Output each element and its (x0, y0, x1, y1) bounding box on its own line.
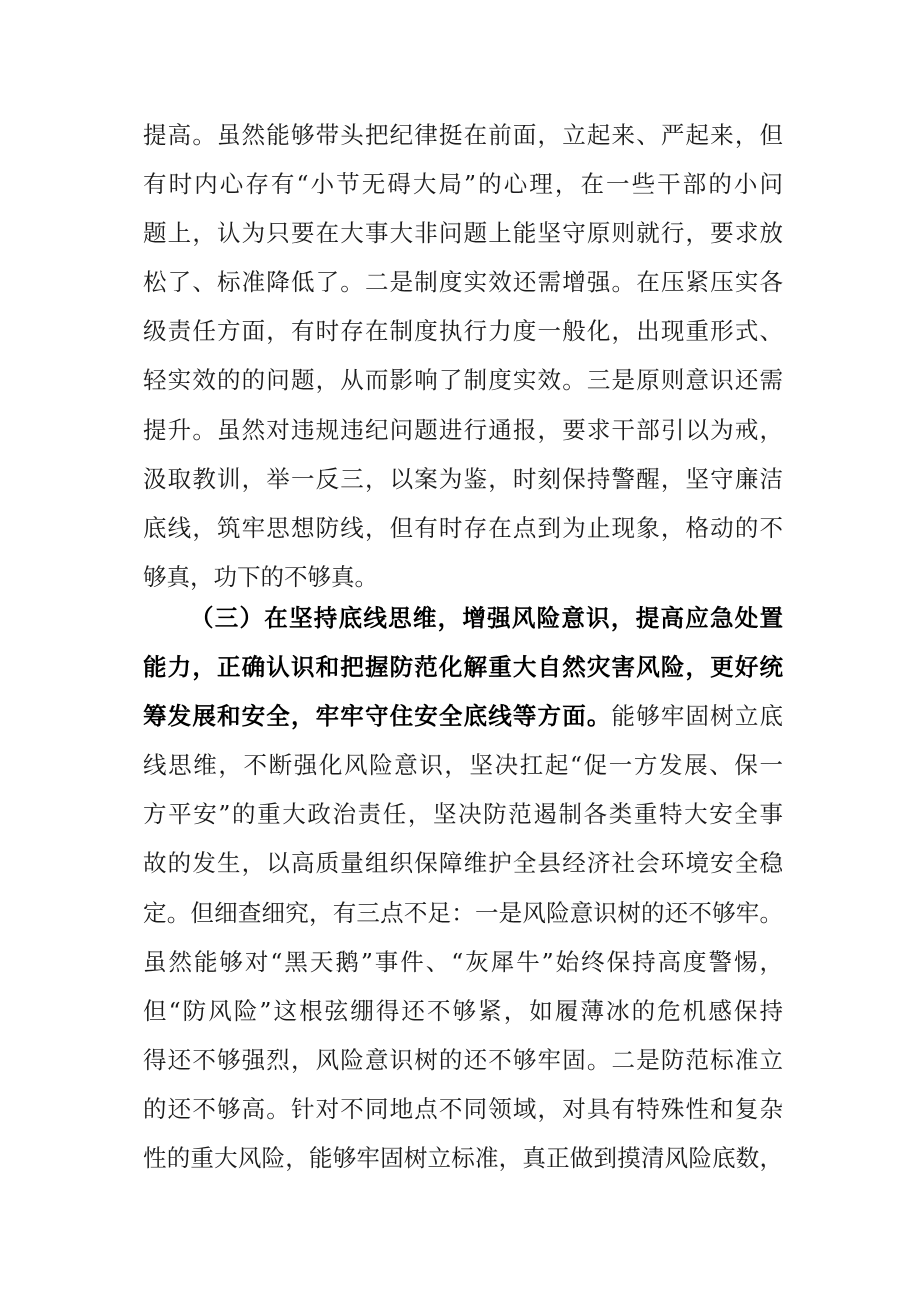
text-line: 底线，筑牢思想防线，但有时存在点到为止现象，格动的不 (143, 513, 783, 542)
section-heading-tail: 筹发展和安全，牢牢守住安全底线等方面。 (143, 702, 612, 731)
text-line: 题上，认为只要在大事大非问题上能坚守原则就行，要求放 (143, 219, 783, 248)
text-line: 但“防风险”这根弦绷得还不够紧，如履薄冰的危机感保持 (143, 996, 783, 1025)
paragraph-1 (143, 111, 783, 602)
text-line: 松了、标准降低了。二是制度实效还需增强。在压紧压实各 (143, 268, 783, 297)
section-heading-line: 能力，正确认识和把握防范化解重大自然灾害风险，更好统 (143, 653, 783, 682)
text-line: 提高。虽然能够带头把纪律挺在前面，立起来、严起来，但 (143, 121, 783, 149)
paragraph-body-start: 能够牢固树立底 (611, 702, 784, 731)
text-line (143, 692, 783, 741)
text-line: 有时内心存有“小节无碍大局”的心理，在一些干部的小问 (143, 170, 783, 199)
text-line: 虽然能够对“黑天鹅”事件、“灰犀牛”始终保持高度警惕， (143, 947, 783, 976)
text-line: 故的发生，以高质量组织保障维护全县经济社会环境安全稳 (143, 849, 783, 878)
text-line: 方平安”的重大政治责任，坚决防范遏制各类重特大安全事 (143, 800, 783, 829)
paragraph-2 (143, 594, 783, 1183)
text-line: 提升。虽然对违规违纪问题进行通报，要求干部引以为戒， (143, 415, 783, 444)
section-heading-line: （三）在坚持底线思维，增强风险意识，提高应急处置 (190, 604, 783, 632)
text-line: 线思维，不断强化风险意识，坚决扛起“促一方发展、保一 (143, 751, 783, 780)
text-line: 的还不够高。针对不同地点不同领域，对具有特殊性和复杂 (143, 1094, 783, 1123)
text-line: 够真，功下的不够真。 (143, 562, 378, 591)
text-line: 性的重大风险，能够牢固树立标准，真正做到摸清风险底数， (143, 1144, 783, 1173)
text-line: 得还不够强烈，风险意识树的还不够牢固。二是防范标准立 (143, 1045, 783, 1074)
text-line: 轻实效的的问题，从而影响了制度实效。三是原则意识还需 (143, 366, 783, 395)
text-line: 级责任方面，有时存在制度执行力度一般化，出现重形式、 (143, 317, 783, 346)
text-line: 汲取教训，举一反三，以案为鉴，时刻保持警醒，坚守廉洁 (143, 464, 783, 493)
text-line: 定。但细查细究，有三点不足：一是风险意识树的还不够牢。 (143, 898, 783, 927)
